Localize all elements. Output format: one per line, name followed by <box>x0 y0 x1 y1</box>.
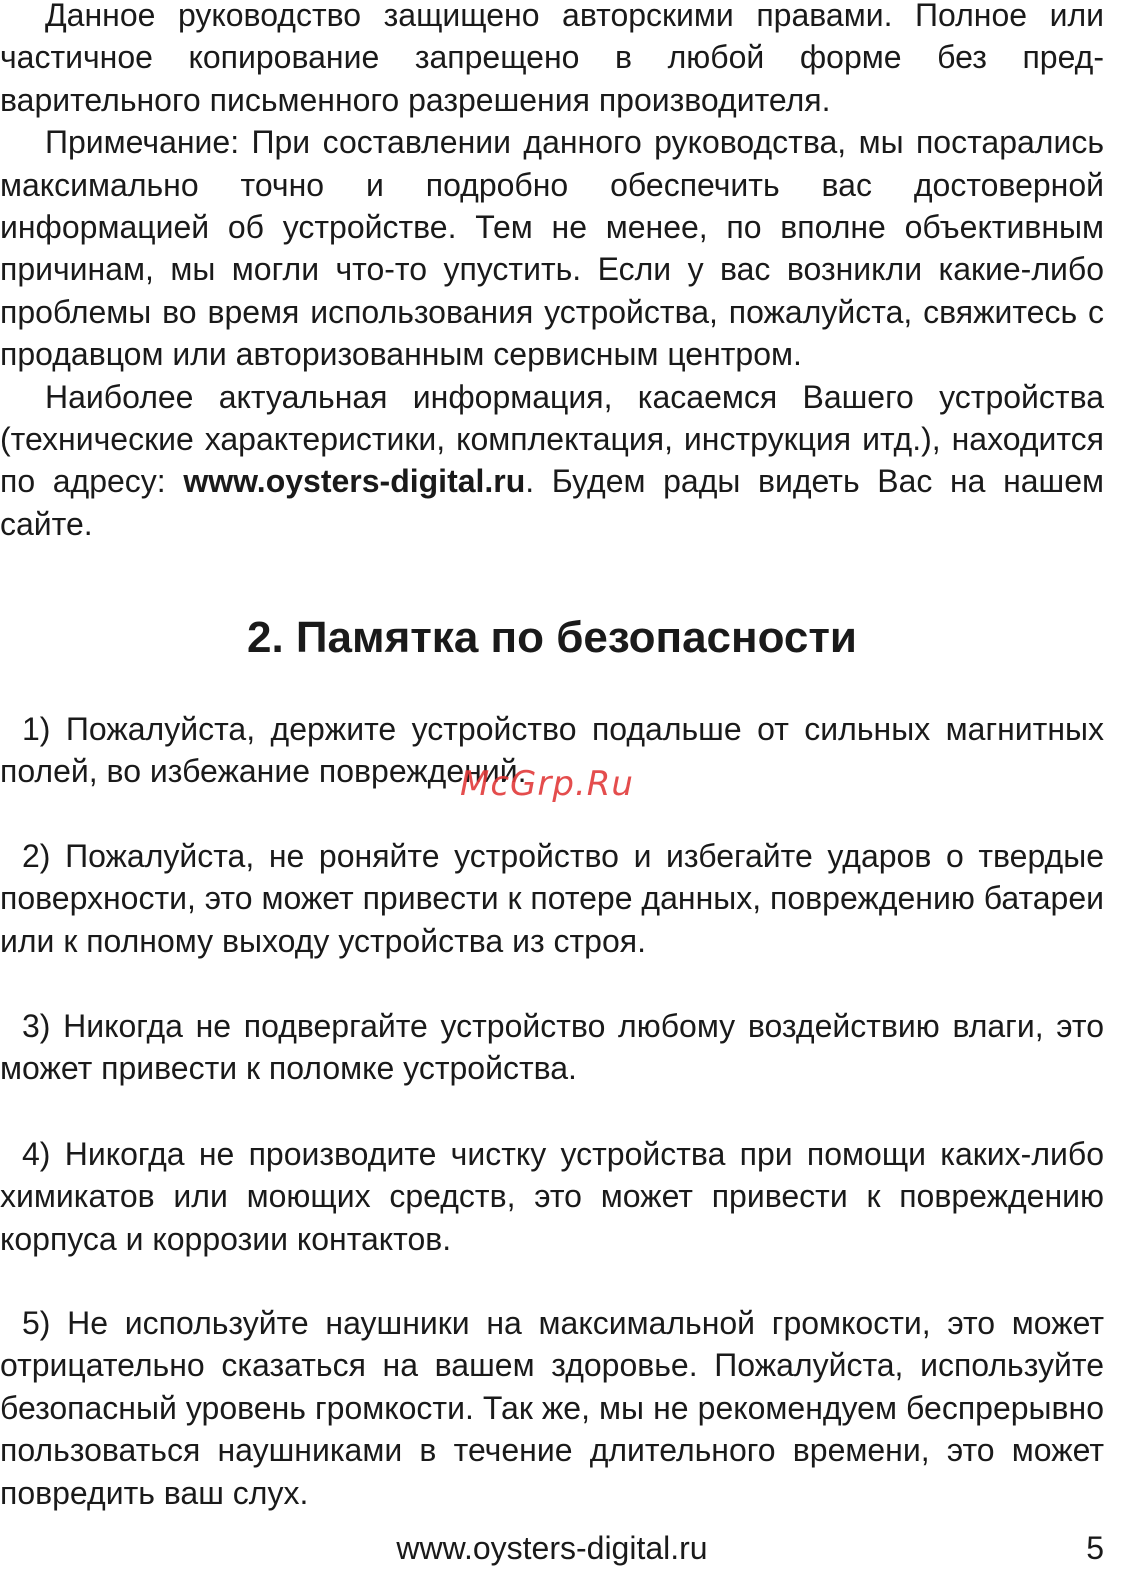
safety-rule-5: 5) Не используйте наушники на максимальной громкости, это может отрицательно сказаться на вашем здоровье. Пожалуйста, используйте безопасный уровень громкости. Так же, мы не рекомендуем беспрерывно пользоваться наушниками в течение длительного времени, это может повредить ваш слух. <box>0 1305 1104 1511</box>
website-paragraph-end: . Будем рады видеть Вас на нашем сайте. <box>0 463 1105 542</box>
watermark: McGrp.Ru <box>460 764 634 804</box>
website-paragraph-start: Наиболее актуальная информация, касаемся Вашего устройства (технические характеристики, комплектация, инструкция итд.), находится по адресу: <box>0 378 1104 500</box>
safety-rule-1: 1) Пожалуйста, держите устройство подальше от сильных магнитных полей, во избежание повреждений. <box>0 711 1104 790</box>
website-link[interactable]: www.oysters-digital.ru <box>183 463 526 500</box>
safety-rule-2: 2) Пожалуйста, не роняйте устройство и избегайте ударов о твердые поверхности, это может привести к потере данных, повреждению батареи или к полному выходу устройства из строя. <box>0 838 1104 959</box>
intro-section <box>0 0 1104 545</box>
page-number: 5 <box>1086 1530 1104 1566</box>
section-title: 2. Памятка по безопасности <box>247 613 857 662</box>
copyright-paragraph: Данное руководство защищено авторскими правами. Полное или частичное копирование запрещено в любой форме без предварительного письменного разрешения производителя. <box>0 0 1104 118</box>
footer-url: www.oysters-digital.ru <box>396 1530 708 1566</box>
website-paragraph <box>0 376 1104 546</box>
note-paragraph: Примечание: При составлении данного руководства, мы постарались максимально точно и подробно обеспечить вас достоверной информацией об устройстве. Тем не менее, по вполне объективным причинам, мы могли что-то упустить. Если у вас возникли какие-либо проблемы во время использования устройства, пожалуйста, свяжитесь с продавцом или авторизованным сервисным центром. <box>0 124 1104 373</box>
safety-rule-3: 3) Никогда не подвергайте устройство любому воздействию влаги, это может привести к поломке устройства. <box>0 1008 1104 1087</box>
safety-rule-4: 4) Никогда не производите чистку устройства при помощи каких-либо химикатов или моющих средств, это может привести к повреждению корпуса и коррозии контактов. <box>0 1136 1104 1257</box>
